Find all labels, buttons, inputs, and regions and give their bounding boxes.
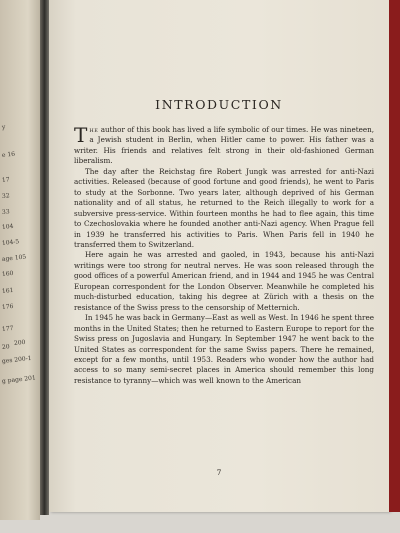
left-page-fragment: 200 [13, 338, 26, 347]
left-page-fragment: 32 [1, 192, 10, 200]
left-page-fragment: ges 200-1 [1, 354, 32, 365]
chapter-heading: INTRODUCTION [155, 97, 283, 112]
left-page-fragment: 33 [1, 208, 10, 216]
page-number: 7 [216, 468, 222, 477]
left-page-fragment: 20 [1, 343, 10, 351]
paragraph-text: author of this book has lived a life symbolic of our times. He was nineteen, a Jewish student in Berlin, when Hitler came to power. His father was a writer. His friends and relatives felt strong in their old-fashioned German liberalism. [74, 125, 375, 166]
paragraph-1 [74, 125, 374, 167]
left-page-fragment: 176 [1, 302, 14, 311]
left-page-fragment: 104 [1, 222, 14, 231]
left-page-fragment: e 16 [1, 150, 16, 159]
left-page-edge [0, 0, 40, 520]
left-page-fragment: 161 [1, 286, 14, 295]
small-caps-word: he [89, 125, 99, 134]
left-page-fragment: 104-5 [1, 238, 20, 247]
left-page-fragment: g page 201 [1, 374, 37, 385]
left-page-fragment: 160 [1, 269, 14, 278]
left-page-fragment: 17 [1, 176, 10, 184]
book-page [49, 0, 389, 512]
left-page-fragment: age 105 [1, 253, 27, 263]
left-page-fragment: y [1, 123, 6, 131]
paragraph-4: In 1945 he was back in Germany—East as well as West. In 1946 he spent three months in the United States; then he returned to Eastern Europe to report for the Swiss press on Jugoslavia and Hungary. In September 1947 he went back to the United States as correspondent for the same Swiss papers. There he remained, except for a few months, until 1953. Readers who wonder how the author had access to so many semi-secret places in America should remember this long resistance to tyranny—which was well known to the American [74, 313, 374, 385]
book-spine [40, 0, 49, 515]
paragraph-3: Here again he was arrested and gaoled, in 1943, because his anti-Nazi writings were too strong for neutral nerves. He was soon released through the good offices of a powerful American friend, and in 1944 and 1945 he was Central European correspondent for the London Observer. Meanwhile he completed his much-disturbed education, taking his degree at Zürich with a thesis on the resistance of the Swiss press to the censorship of Metternich. [74, 250, 374, 312]
body-text [74, 125, 374, 386]
book-cover-edge [389, 0, 400, 512]
paragraph-2: The day after the Reichstag fire Robert Jungk was arrested for anti-Nazi activities. Released (because of good fortune and good friends), he went to Paris to study at the Sorbonne. Two years later, although deprived of his German nationality and of all status, he returned to the Reich illegally to work for a subversive press-service. Within fourteen months he had to flee again, this time to Czechoslovakia where he founded another anti-Nazi agency. When Prague fell in 1939 he transferred his activities to Paris. When Paris fell in 1940 he transferred them to Switzerland. [74, 166, 374, 249]
drop-cap: T [74, 123, 88, 147]
left-page-fragment: 177 [1, 324, 14, 333]
